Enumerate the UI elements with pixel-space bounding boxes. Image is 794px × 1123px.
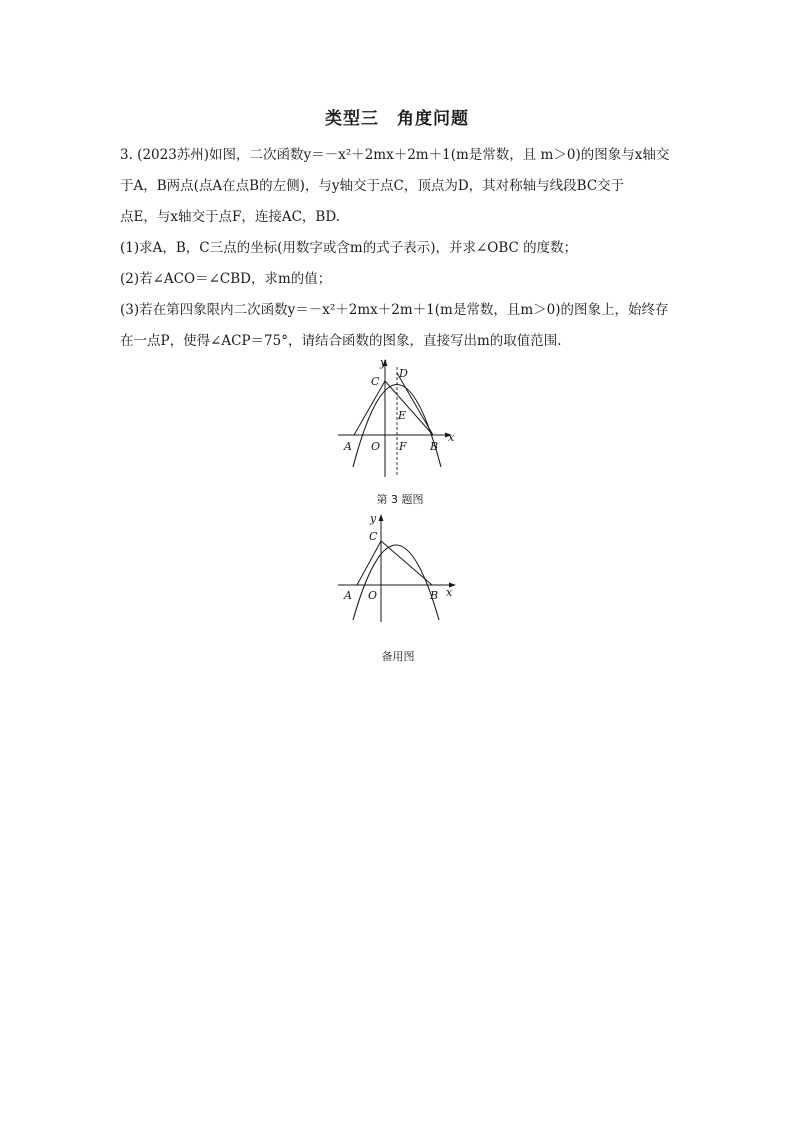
label-o: O	[371, 440, 381, 453]
figure-2-caption: 备用图	[381, 650, 415, 663]
section-title: 类型三 角度问题	[325, 109, 469, 129]
label-a: A	[344, 440, 352, 453]
label-o: O	[368, 589, 378, 602]
parabola-curve	[353, 545, 439, 620]
figure-2	[330, 510, 470, 663]
segment-bc	[385, 381, 433, 435]
y-axis-arrow	[379, 514, 384, 521]
label-y: y	[370, 512, 377, 525]
label-f: F	[399, 440, 407, 453]
problem-line-2: 于A，B两点(点A在点B的左侧)，与y轴交于点C，顶点为D，其对称轴与线段BC交于	[120, 178, 625, 194]
figure-1-graph	[330, 355, 470, 485]
label-c: C	[371, 375, 380, 388]
label-b: B	[430, 440, 439, 453]
label-a: A	[344, 589, 352, 602]
label-x: x	[446, 586, 453, 599]
problem-line-1: 3. (2023苏州)如图，二次函数y＝－x²＋2mx＋2m＋1(m是常数，且 m＞0)的图象与x轴交	[120, 147, 670, 163]
figure-1	[330, 355, 470, 506]
label-x: x	[448, 431, 455, 444]
question-3-line-1: (3)若在第四象限内二次函数y＝－x²＋2mx＋2m＋1(m是常数，且m＞0)的图象上，始终存	[120, 302, 669, 318]
label-b: B	[430, 589, 439, 602]
label-c: C	[369, 530, 378, 543]
problem-line-3: 点E，与x轴交于点F，连接AC，BD.	[120, 209, 340, 225]
label-y: y	[380, 356, 387, 369]
question-2: (2)若∠ACO＝∠CBD，求m的值；	[120, 271, 332, 287]
label-d: D	[399, 367, 408, 380]
figure-2-graph	[330, 510, 470, 640]
question-1: (1)求A，B，C三点的坐标(用数字或含m的式子表示)，并求∠OBC 的度数；	[120, 240, 578, 256]
figure-1-caption: 第 3 题图	[376, 493, 424, 506]
segment-bc	[381, 541, 432, 585]
label-e: E	[398, 409, 407, 422]
problem-text	[120, 140, 680, 357]
segment-ac	[354, 381, 385, 435]
segment-ac	[357, 541, 381, 585]
question-3-line-2: 在一点P，使得∠ACP＝75°，请结合函数的图象，直接写出m的取值范围.	[120, 333, 562, 349]
segment-bd	[397, 373, 433, 435]
